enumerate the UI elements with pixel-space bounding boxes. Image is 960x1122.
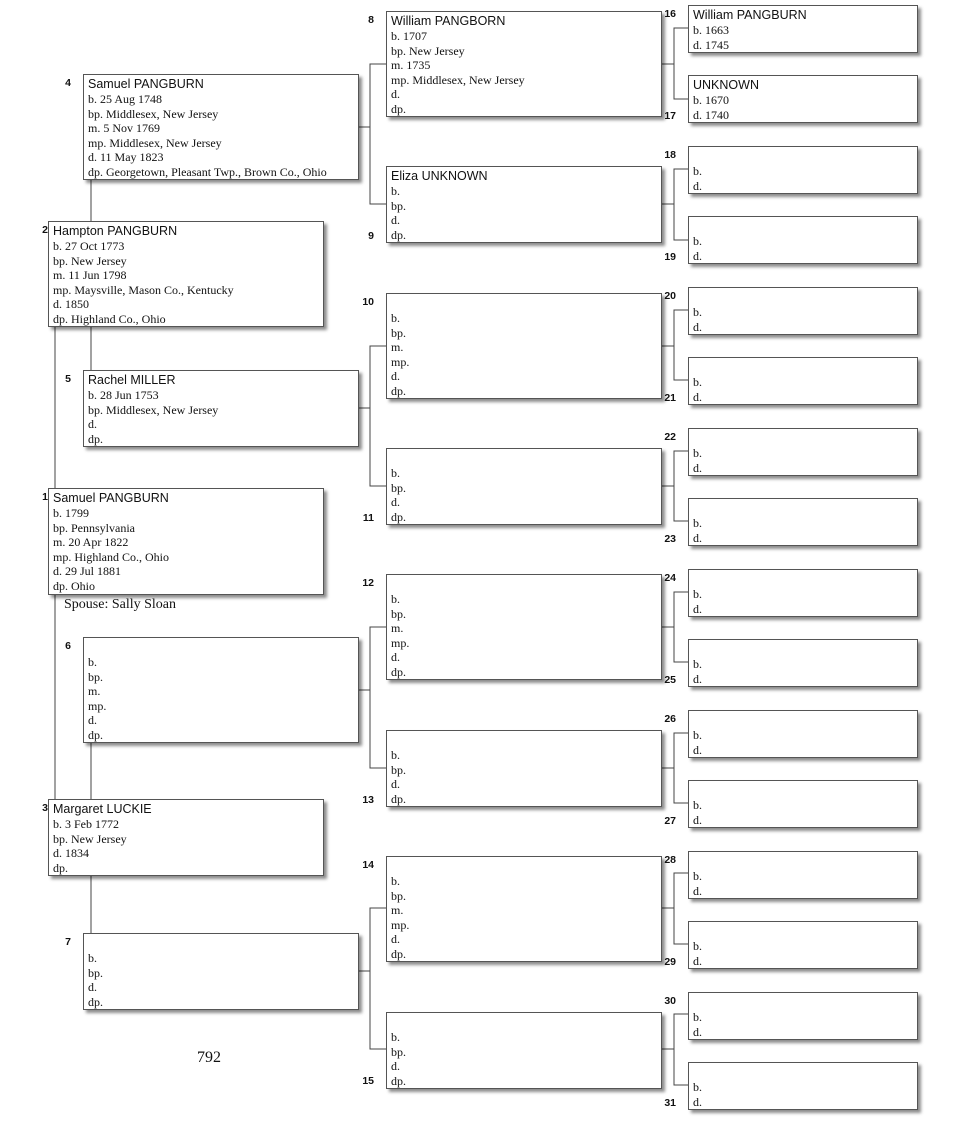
person-detail-line: b. — [693, 1010, 702, 1024]
person-name — [693, 995, 913, 1010]
person-detail-line: m. 1735 — [391, 58, 431, 72]
person-box-31 — [688, 1062, 918, 1110]
person-detail-line: d. — [88, 980, 97, 994]
person-box-2 — [48, 221, 324, 327]
ahnentafel-number-4: 4 — [65, 77, 71, 89]
person-detail-line: bp. New Jersey — [53, 831, 127, 846]
person-detail-line: b. — [391, 311, 400, 325]
person-detail-line: b. 3 Feb 1772 — [53, 817, 119, 831]
ahnentafel-number-12: 12 — [362, 577, 374, 589]
person-name — [693, 924, 913, 939]
ahnentafel-number-29: 29 — [664, 956, 676, 968]
person-detail-line: dp. — [88, 994, 103, 1009]
person-detail-line: d. 1745 — [693, 37, 729, 52]
person-box-29 — [688, 921, 918, 969]
ahnentafel-number-11: 11 — [362, 512, 374, 524]
person-detail-line: b. — [693, 798, 702, 812]
person-detail-line: b. 1670 — [693, 93, 729, 107]
person-detail-line: b. — [391, 466, 400, 480]
person-box-21 — [688, 357, 918, 405]
person-detail-line: dp. — [53, 860, 68, 875]
person-detail-line: d. — [693, 460, 702, 475]
ahnentafel-number-19: 19 — [664, 251, 676, 263]
person-detail-line: bp. — [391, 480, 406, 495]
person-name — [88, 936, 354, 951]
person-detail-line: dp. — [391, 791, 406, 806]
person-detail-line: b. — [693, 164, 702, 178]
person-detail-line: bp. — [391, 762, 406, 777]
person-detail-line: b. 1799 — [53, 506, 89, 520]
person-detail-line: b. — [693, 869, 702, 883]
page-number: 792 — [197, 1049, 221, 1066]
person-box-4 — [83, 74, 359, 180]
person-detail-line: mp. — [391, 917, 410, 932]
person-name — [391, 1015, 657, 1030]
person-detail-line: bp. — [391, 1044, 406, 1059]
ahnentafel-number-27: 27 — [664, 815, 676, 827]
ahnentafel-number-20: 20 — [664, 290, 676, 302]
person-detail-line: b. — [88, 951, 97, 965]
person-detail-line: b. — [693, 305, 702, 319]
person-name: Margaret LUCKIE — [53, 802, 152, 816]
person-detail-line: d. — [391, 1059, 400, 1073]
person-detail-line: b. — [693, 587, 702, 601]
person-box-11 — [386, 448, 662, 525]
person-box-9 — [386, 166, 662, 243]
ahnentafel-number-18: 18 — [664, 149, 676, 161]
person-detail-line: m. 5 Nov 1769 — [88, 121, 160, 135]
person-detail-line: mp. — [391, 354, 410, 369]
person-detail-line: mp. Maysville, Mason Co., Kentucky — [53, 282, 234, 297]
person-detail-line: b. — [693, 939, 702, 953]
person-name — [88, 640, 354, 655]
person-detail-line: bp. — [88, 965, 103, 980]
person-detail-line: b. 27 Oct 1773 — [53, 239, 125, 253]
person-detail-line: b. 1663 — [693, 23, 729, 37]
ahnentafel-number-28: 28 — [664, 854, 676, 866]
person-detail-line: dp. — [391, 1073, 406, 1088]
person-box-1 — [48, 488, 324, 595]
person-detail-line: d. 1834 — [53, 846, 89, 860]
person-detail-line: b. 1707 — [391, 29, 427, 43]
person-detail-line: b. — [391, 1030, 400, 1044]
person-name — [693, 431, 913, 446]
person-detail-line: bp. — [88, 669, 103, 684]
person-detail-line: dp. — [88, 727, 103, 742]
person-detail-line: mp. — [88, 698, 107, 713]
person-name — [693, 290, 913, 305]
person-detail-line: b. — [391, 874, 400, 888]
ahnentafel-number-31: 31 — [664, 1097, 676, 1109]
person-detail-line: m. — [88, 684, 101, 698]
ahnentafel-number-1: 1 — [42, 491, 48, 503]
person-name — [391, 296, 657, 311]
person-detail-line: dp. — [391, 227, 406, 242]
person-detail-line: d. — [391, 87, 400, 101]
person-name — [693, 642, 913, 657]
person-box-25 — [688, 639, 918, 687]
ahnentafel-number-26: 26 — [664, 713, 676, 725]
person-detail-line: d. — [693, 389, 702, 404]
person-detail-line: d. — [391, 369, 400, 383]
ahnentafel-number-10: 10 — [362, 296, 374, 308]
person-box-30 — [688, 992, 918, 1040]
person-box-18 — [688, 146, 918, 194]
person-box-10 — [386, 293, 662, 399]
person-box-15 — [386, 1012, 662, 1089]
person-detail-line: d. — [693, 1094, 702, 1109]
person-detail-line: b. — [391, 184, 400, 198]
person-detail-line: d. — [391, 932, 400, 946]
ahnentafel-number-3: 3 — [42, 802, 48, 814]
person-detail-line: bp. — [391, 888, 406, 903]
person-box-6 — [83, 637, 359, 743]
ahnentafel-number-5: 5 — [65, 373, 71, 385]
ahnentafel-number-2: 2 — [42, 224, 48, 236]
person-detail-line: b. — [693, 234, 702, 248]
person-box-28 — [688, 851, 918, 899]
person-name: Samuel PANGBURN — [88, 77, 204, 91]
person-detail-line: dp. Highland Co., Ohio — [53, 311, 166, 326]
person-name: Hampton PANGBURN — [53, 224, 178, 238]
person-name: William PANGBURN — [693, 8, 807, 22]
ahnentafel-number-30: 30 — [664, 995, 676, 1007]
person-detail-line: b. — [88, 655, 97, 669]
ahnentafel-number-8: 8 — [368, 14, 374, 26]
person-name — [693, 572, 913, 587]
person-name — [693, 501, 913, 516]
person-detail-line: d. — [693, 812, 702, 827]
person-detail-line: dp. — [391, 383, 406, 398]
person-box-27 — [688, 780, 918, 828]
person-detail-line: dp. — [88, 431, 103, 446]
person-name: William PANGBORN — [391, 14, 506, 28]
person-detail-line: d. — [88, 713, 97, 727]
person-detail-line: d. — [693, 671, 702, 686]
person-detail-line: m. — [391, 621, 404, 635]
person-box-7 — [83, 933, 359, 1010]
person-detail-line: d. — [693, 1024, 702, 1039]
person-detail-line: m. — [391, 340, 404, 354]
person-detail-line: d. 29 Jul 1881 — [53, 564, 122, 578]
person-detail-line: b. — [391, 748, 400, 762]
ahnentafel-number-25: 25 — [664, 674, 676, 686]
person-detail-line: d. — [391, 650, 400, 664]
person-detail-line: dp. — [391, 946, 406, 961]
ahnentafel-number-13: 13 — [362, 794, 374, 806]
person-detail-line: dp. Ohio — [53, 578, 95, 593]
person-detail-line: d. — [693, 953, 702, 968]
ahnentafel-number-6: 6 — [65, 640, 71, 652]
person-detail-line: b. — [693, 446, 702, 460]
person-detail-line: bp. Middlesex, New Jersey — [88, 402, 219, 417]
person-detail-line: bp. Pennsylvania — [53, 520, 135, 535]
person-detail-line: b. 28 Jun 1753 — [88, 388, 159, 402]
person-name — [391, 859, 657, 874]
ahnentafel-number-22: 22 — [664, 431, 676, 443]
person-box-8 — [386, 11, 662, 117]
ahnentafel-number-17: 17 — [664, 110, 676, 122]
person-detail-line: d. — [391, 213, 400, 227]
person-box-23 — [688, 498, 918, 546]
person-detail-line: b. — [693, 516, 702, 530]
person-name — [693, 149, 913, 164]
person-box-19 — [688, 216, 918, 264]
person-detail-line: mp. Middlesex, New Jersey — [88, 135, 222, 150]
person-detail-line: mp. Highland Co., Ohio — [53, 549, 169, 564]
person-name — [391, 577, 657, 592]
person-name: UNKNOWN — [693, 78, 759, 92]
person-detail-line: b. — [693, 728, 702, 742]
person-detail-line: b. — [693, 657, 702, 671]
person-detail-line: d. — [693, 742, 702, 757]
person-detail-line: dp. — [391, 101, 406, 116]
person-box-12 — [386, 574, 662, 680]
person-box-17 — [688, 75, 918, 123]
person-detail-line: d. — [391, 777, 400, 791]
person-box-13 — [386, 730, 662, 807]
person-detail-line: d. 1740 — [693, 107, 729, 122]
person-name — [693, 783, 913, 798]
person-box-3 — [48, 799, 324, 876]
person-detail-line: d. — [693, 883, 702, 898]
person-detail-line: bp. — [391, 198, 406, 213]
ahnentafel-number-16: 16 — [664, 8, 676, 20]
ahnentafel-number-21: 21 — [664, 392, 676, 404]
person-box-24 — [688, 569, 918, 617]
person-detail-line: m. — [391, 903, 404, 917]
ahnentafel-number-15: 15 — [362, 1075, 374, 1087]
person-detail-line: d. — [88, 417, 97, 431]
person-box-5 — [83, 370, 359, 447]
spouse-label: Spouse: Sally Sloan — [64, 597, 177, 612]
person-detail-line: bp. — [391, 606, 406, 621]
person-detail-line: mp. — [391, 635, 410, 650]
person-detail-line: d. — [391, 495, 400, 509]
person-detail-line: d. — [693, 530, 702, 545]
person-detail-line: bp. New Jersey — [53, 253, 127, 268]
person-detail-line: m. 20 Apr 1822 — [53, 535, 129, 549]
person-detail-line: b. — [391, 592, 400, 606]
person-name — [693, 1065, 913, 1080]
person-detail-line: dp. — [391, 509, 406, 524]
ahnentafel-number-7: 7 — [65, 936, 71, 948]
person-detail-line: b. — [693, 375, 702, 389]
person-detail-line: bp. Middlesex, New Jersey — [88, 106, 219, 121]
person-name: Rachel MILLER — [88, 373, 176, 387]
person-name — [693, 360, 913, 375]
person-detail-line: dp. Georgetown, Pleasant Twp., Brown Co., Ohio — [88, 164, 327, 179]
person-detail-line: d. — [693, 319, 702, 334]
person-detail-line: bp. — [391, 325, 406, 340]
person-detail-line: d. — [693, 178, 702, 193]
person-box-22 — [688, 428, 918, 476]
person-name — [693, 854, 913, 869]
person-detail-line: b. 25 Aug 1748 — [88, 92, 163, 106]
person-detail-line: d. 11 May 1823 — [88, 150, 164, 164]
person-box-14 — [386, 856, 662, 962]
person-name: Samuel PANGBURN — [53, 491, 169, 505]
person-box-16 — [688, 5, 918, 53]
ahnentafel-number-9: 9 — [368, 230, 374, 242]
ahnentafel-number-23: 23 — [664, 533, 676, 545]
person-name: Eliza UNKNOWN — [391, 169, 488, 183]
person-detail-line: m. 11 Jun 1798 — [53, 268, 127, 282]
person-name — [391, 733, 657, 748]
person-name — [693, 219, 913, 234]
person-detail-line: mp. Middlesex, New Jersey — [391, 72, 525, 87]
person-detail-line: d. — [693, 248, 702, 263]
person-detail-line: bp. New Jersey — [391, 43, 465, 58]
person-box-20 — [688, 287, 918, 335]
person-box-26 — [688, 710, 918, 758]
person-name — [693, 713, 913, 728]
person-name — [391, 451, 657, 466]
ahnentafel-number-24: 24 — [664, 572, 676, 584]
person-detail-line: d. 1850 — [53, 297, 89, 311]
person-detail-line: d. — [693, 601, 702, 616]
ahnentafel-number-14: 14 — [362, 859, 374, 871]
person-detail-line: b. — [693, 1080, 702, 1094]
person-detail-line: dp. — [391, 664, 406, 679]
